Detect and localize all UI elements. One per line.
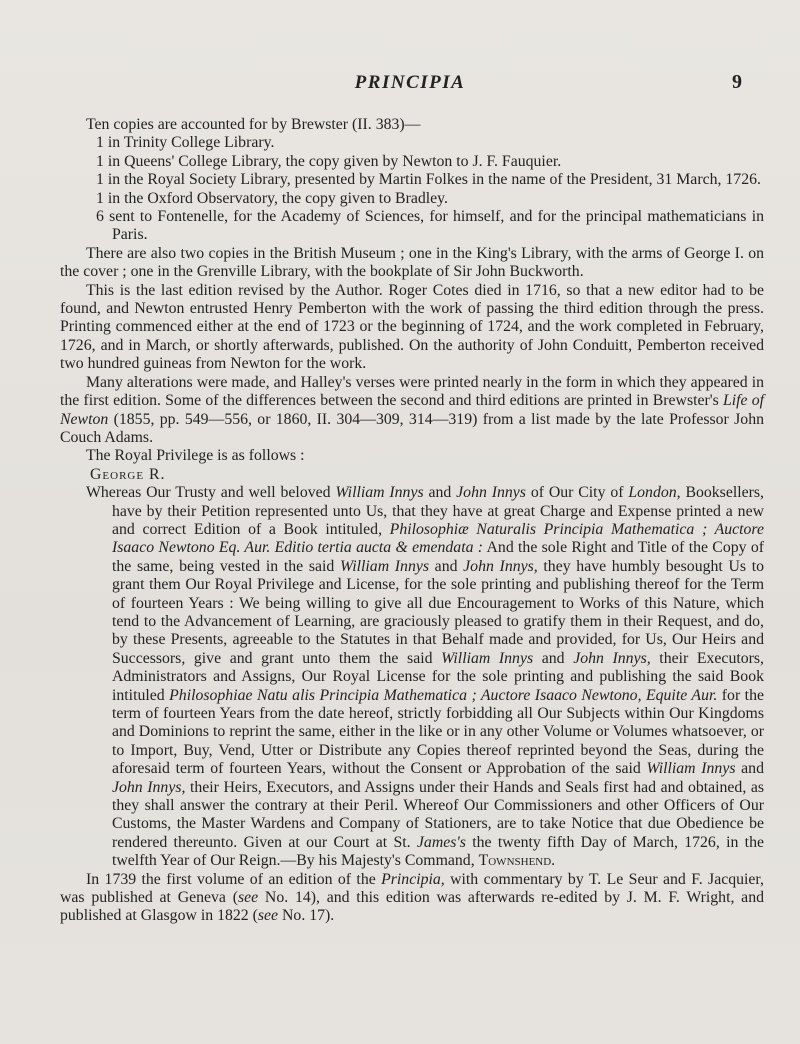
person-name: John Innys,: [112, 778, 186, 796]
royal-privilege-text: [60, 484, 764, 871]
text-run: (1855, pp. 549—556, or 1860, II. 304—309, 314—319) from a list made by the late Professor John Couch Adams.: [60, 410, 764, 446]
see-reference: see: [257, 907, 279, 925]
page-header: [60, 72, 760, 98]
person-name: William Innys: [335, 484, 424, 502]
text-run: and: [735, 760, 764, 778]
list-item: 1 in the Oxford Observatory, the copy given to Bradley.: [96, 189, 448, 207]
privilege-intro: The Royal Privilege is as follows :: [86, 447, 305, 465]
list-item: 1 in the Royal Society Library, presented by Martin Folkes in the name of the President, 31 March, 1726.: [96, 171, 761, 189]
text-run: for the term of fourteen Years from the date hereof, strictly forbidding all Our Subjects within Our Kingdoms and Dominions to reprint the same, either in the like or in any other Volume or Volumes whatsoever, or to Import, Buy, Vend, Utter or Distribute any Copies thereof reprinted beyond the Seas, during the aforesaid term of fourteen Years, without the Consent or Approbation of the said: [112, 686, 764, 778]
text-run: the twenty fifth Day of March, 1726, in the twelfth Year of Our Reign.—By his Majesty's Command,: [112, 833, 764, 870]
book-title: Principia,: [381, 870, 445, 888]
book-title: Philosophiae Natu alis Principia Mathematica ; Auctore Isaaco Newtono, Equite Aur.: [169, 686, 718, 704]
king-signature: George R.: [90, 465, 166, 483]
text-run: their Executors, Administrators and Assigns, Our Royal License for the sole printing and publishing the said Book intituled: [112, 649, 764, 704]
text-run: No. 17).: [278, 907, 335, 925]
person-name: John Innys,: [463, 557, 538, 575]
text-run: of Our City of: [525, 484, 629, 502]
text-run: and: [429, 557, 464, 575]
text-run: Booksellers, have by their Petition represented unto Us, that they have at great Charge and Expense printed a new and correct Edition of a Book intituled,: [112, 484, 764, 538]
text-run: No. 14), and this edition was afterwards re-edited by J. M. F. Wright, and published at Glasgow in 1822 (: [60, 889, 764, 925]
book-title: Philosophiæ Naturalis Principia Mathematica ; Auctore Isaaco Newtono Eq. Aur. Editio tertia aucta & emendata :: [112, 520, 764, 557]
copies-list: [60, 134, 764, 244]
text-run: Many alterations were made, and Halley's verses were printed nearly in the form in which they appeared in the first edition. Some of the differences between the second and third editions are printed in Brewster's: [60, 373, 764, 410]
alterations-paragraph: [60, 374, 764, 448]
book-title: Life of Newton: [60, 392, 765, 428]
text-run: In 1739 the first volume of an edition of the: [86, 870, 382, 888]
text-run: they have humbly besought Us to grant them Our Royal Privilege and License, for the sole printing and publishing thereof for the Term of fourteen Years : We being willing to give all due Encouragement to Works of this Nature, which tend to the Advancement of Learning, are graciously pleased to gratify them in their Request, and do, by these Presents, agreeable to the Statutes in that Behalf made and provided, for Us, Our Heirs and Successors, give and grant unto them the said: [112, 557, 764, 667]
copies-intro: Ten copies are accounted for by Brewster (II. 383)—: [86, 116, 421, 133]
text-run: And the sole Right and Title of the Copy of the same, being vested in the said: [112, 539, 765, 575]
text-run: Whereas Our Trusty and well beloved: [86, 484, 336, 502]
page-number: 9: [732, 71, 742, 93]
person-name: John Innys,: [573, 649, 651, 667]
list-item: 6 sent to Fontenelle, for the Academy of Sciences, for himself, and for the principal mathematicians in Paris.: [96, 208, 764, 244]
text-run: and: [423, 484, 457, 502]
list-item: 1 in Queens' College Library, the copy given by Newton to J. F. Fauquier.: [96, 152, 562, 170]
person-name: William Innys: [646, 760, 736, 778]
british-museum-paragraph: There are also two copies in the British Museum ; one in the King's Library, with the arms of George I. on the cover ; one in the Grenville Library, with the bookplate of Sir John Buckworth.: [60, 244, 764, 281]
final-paragraph: [60, 871, 764, 926]
person-name: John Innys: [456, 484, 526, 502]
place-name: London,: [628, 484, 681, 502]
signatory-name: Townshend.: [478, 852, 556, 870]
text-run: their Heirs, Executors, and Assigns under their Hands and Seals first had and obtained, as they shall answer the contrary at their Peril. Whereof Our Commissioners and other Officers of Our Customs, the Master Wardens and Company of Stationers, are to take Notice that due Obedience be rendered thereunto. Given at our Court at St.: [112, 778, 764, 851]
see-reference: see: [237, 889, 259, 907]
list-item: 1 in Trinity College Library.: [96, 134, 275, 152]
person-name: William Innys: [441, 649, 534, 667]
text-run: and: [533, 649, 574, 667]
last-edition-paragraph: This is the last edition revised by the Author. Roger Cotes died in 1716, so that a new editor had to be found, and Newton entrusted Henry Pemberton with the work of passing the third edition through the press. Printing commenced either at the end of 1723 or the beginning of 1724, and the work completed in February, 1726, and in March, or shortly afterwards, published. On the authority of John Conduitt, Pemberton received two hundred guineas from Newton for the work.: [60, 281, 764, 373]
page-body: [60, 116, 764, 926]
place-name: James's: [416, 833, 466, 851]
person-name: William Innys: [339, 557, 429, 575]
running-title: PRINCIPIA: [354, 72, 466, 93]
text-run: with commentary by T. Le Seur and F. Jacquier, was published at Geneva (: [60, 870, 764, 907]
